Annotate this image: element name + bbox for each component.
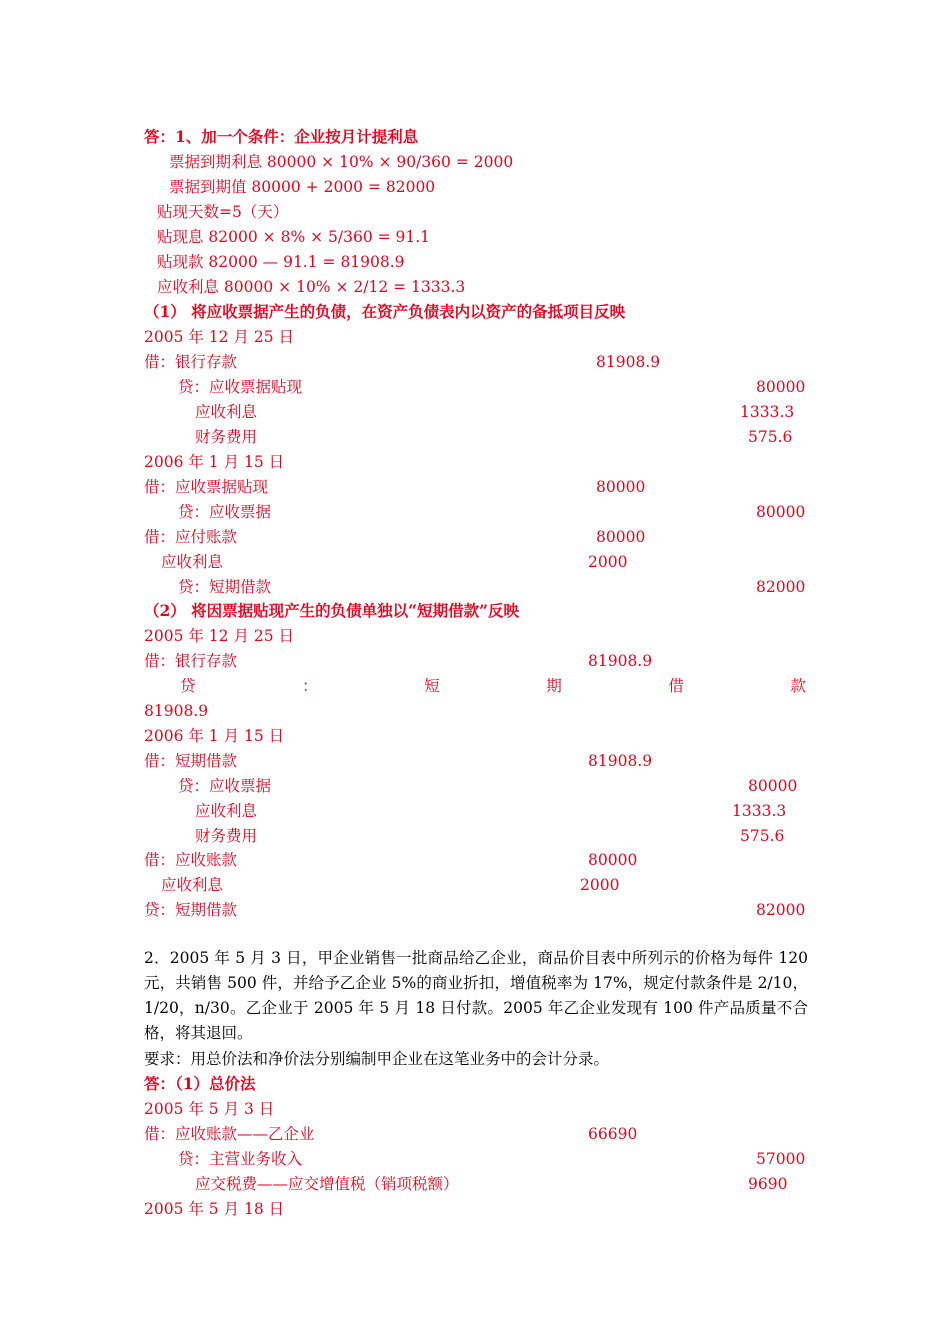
m1-e3-debit2: 应收利息 [161, 553, 224, 571]
m1-e1-credit1: 贷：应收票据贴现 [178, 378, 303, 396]
calc-line-3: 贴现天数=5（天） [157, 203, 289, 221]
question2-text: 2．2005 年 5 月 3 日，甲企业销售一批商品给乙企业，商品价目表中所列示的价格为每件 120 元，共销售 500 件，并给予乙企业 5%的商业折扣，增值税率为 17%，规定付款条件是 2/10，1/20，n/30。乙企业于 2005 年 5 月 18 日付款。2005 年乙企业发现有 100 件产品质量不合格，将其退回。 [144, 949, 808, 1042]
m2-e3-debit1-amount: 80000 [588, 851, 638, 869]
m2-date2: 2006 年 1 月 15 日 [144, 727, 285, 745]
m1-e3-debit2-amount: 2000 [588, 553, 628, 571]
calc-line-5: 贴现款 82000 — 91.1 = 81908.9 [157, 253, 405, 271]
m1-e2-credit-amount: 80000 [756, 503, 806, 521]
m2-date1: 2005 年 12 月 25 日 [144, 627, 295, 645]
m1-e2-debit: 借：应收票据贴现 [144, 478, 269, 496]
m2-credit-char: 借 [668, 677, 684, 695]
m2-e3-credit: 贷：短期借款 [144, 901, 238, 919]
m2-e2-credit2-amount: 1333.3 [732, 802, 787, 820]
a2-date2: 2005 年 5 月 18 日 [144, 1200, 285, 1218]
m1-e1-debit-amount: 81908.9 [596, 353, 661, 371]
m2-e2-credit3-amount: 575.6 [740, 827, 785, 845]
m2-e2-credit2: 应收利息 [195, 802, 258, 820]
a2-e1-credit1-amount: 57000 [756, 1150, 806, 1168]
question2-requirement: 要求：用总价法和净价法分别编制甲企业在这笔业务中的会计分录。 [144, 1050, 610, 1068]
m2-e2-credit1: 贷：应收票据 [178, 777, 272, 795]
m2-credit-char: 款 [790, 677, 806, 695]
m1-e1-debit: 借：银行存款 [144, 353, 238, 371]
m2-e1-debit-amount: 81908.9 [588, 652, 653, 670]
m1-e3-debit1: 借：应付账款 [144, 528, 238, 546]
answer1-title: 答：1、加一个条件：企业按月计提利息 [144, 127, 419, 146]
m1-e1-credit3: 财务费用 [195, 428, 258, 446]
method2-heading: （2） 将因票据贴现产生的负债单独以“短期借款”反映 [144, 601, 520, 620]
a2-e1-credit2: 应交税费——应交增值税（销项税额） [195, 1175, 459, 1193]
m2-e2-debit: 借：短期借款 [144, 752, 238, 770]
m1-e3-credit-amount: 82000 [756, 578, 806, 596]
calc-line-1: 票据到期利息 80000 × 10% × 90/360 = 2000 [169, 153, 514, 171]
a2-date1: 2005 年 5 月 3 日 [144, 1100, 275, 1118]
m2-credit-char: 贷 [180, 677, 196, 695]
m1-e2-credit: 贷：应收票据 [178, 503, 272, 521]
m2-e3-debit1: 借：应收账款 [144, 851, 238, 869]
m2-credit-char: 短 [424, 677, 440, 695]
calc-line-6: 应收利息 80000 × 10% × 2/12 = 1333.3 [157, 278, 466, 296]
m1-date1: 2005 年 12 月 25 日 [144, 328, 295, 346]
m2-e1-debit: 借：银行存款 [144, 652, 238, 670]
m1-e3-debit1-amount: 80000 [596, 528, 646, 546]
m2-e1-credit-justified [180, 676, 806, 696]
m1-e1-credit3-amount: 575.6 [748, 428, 793, 446]
m1-e2-debit-amount: 80000 [596, 478, 646, 496]
m2-e2-debit-amount: 81908.9 [588, 752, 653, 770]
m2-credit-char: ： [302, 677, 318, 695]
method1-heading: （1） 将应收票据产生的负债，在资产负债表内以资产的备抵项目反映 [144, 302, 626, 321]
m2-e3-credit-amount: 82000 [756, 901, 806, 919]
m1-e3-credit: 贷：短期借款 [178, 578, 272, 596]
a2-e1-debit-amount: 66690 [588, 1125, 638, 1143]
calc-line-4: 贴现息 82000 × 8% × 5/360 = 91.1 [157, 228, 431, 246]
m1-e1-credit2: 应收利息 [195, 403, 258, 421]
a2-e1-debit: 借：应收账款——乙企业 [144, 1125, 315, 1143]
m1-e1-credit2-amount: 1333.3 [740, 403, 795, 421]
a2-e1-credit1: 贷：主营业务收入 [178, 1150, 303, 1168]
m1-date2: 2006 年 1 月 15 日 [144, 453, 285, 471]
m2-e2-credit3: 财务费用 [195, 827, 258, 845]
m2-e1-credit-amount: 81908.9 [144, 702, 209, 720]
m2-e3-debit2: 应收利息 [161, 876, 224, 894]
m2-e2-credit1-amount: 80000 [748, 777, 798, 795]
a2-e1-credit2-amount: 9690 [748, 1175, 788, 1193]
m2-credit-char: 期 [546, 677, 562, 695]
calc-line-2: 票据到期值 80000 + 2000 = 82000 [169, 178, 436, 196]
m2-e3-debit2-amount: 2000 [580, 876, 620, 894]
answer2-heading: 答：（1）总价法 [144, 1074, 256, 1093]
m1-e1-credit1-amount: 80000 [756, 378, 806, 396]
